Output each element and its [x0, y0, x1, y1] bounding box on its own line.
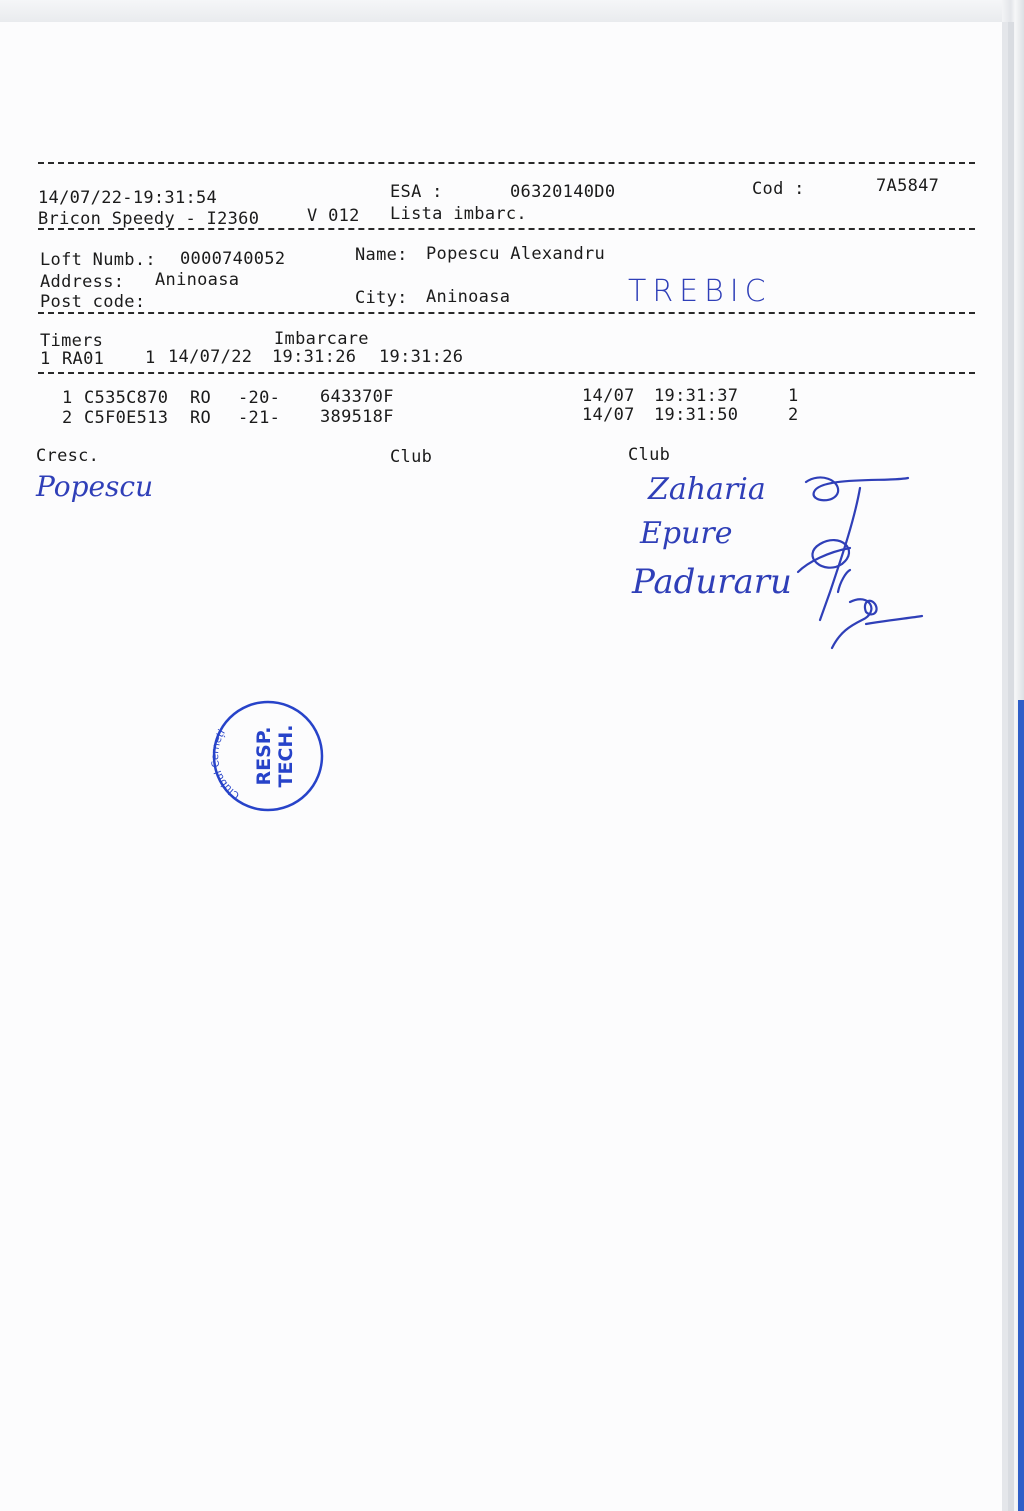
bird-position: 2: [788, 405, 799, 425]
loft-number-label: Loft Numb.:: [40, 250, 156, 270]
club-member-name-2: Epure: [640, 516, 733, 551]
city-label: City:: [355, 288, 408, 308]
bird-country: RO: [190, 408, 212, 428]
bird-number: 1: [62, 388, 73, 408]
address-value: Aninoasa: [155, 270, 240, 290]
address-label: Address:: [40, 272, 125, 292]
club-technical-stamp: [210, 698, 326, 814]
club-signature-label-2: Club: [628, 445, 671, 465]
device-name: Bricon Speedy - I2360: [38, 209, 260, 229]
svg-text:Clubul Cerneți: [210, 728, 242, 801]
timer-time-end: 19:31:26: [379, 347, 464, 367]
bird-time: 19:31:50: [654, 405, 739, 425]
bird-chip: C5F0E513: [84, 408, 169, 428]
timers-header: Timers: [40, 331, 104, 351]
post-code-label: Post code:: [40, 292, 146, 312]
bird-number: 2: [62, 408, 73, 428]
timer-date: 14/07/22: [168, 347, 253, 367]
timer-code: RA01: [62, 349, 105, 369]
list-title: Lista imbarc.: [390, 204, 527, 224]
club-signature-label-1: Club: [390, 447, 433, 467]
club-member-name-3: Padurаru: [632, 562, 792, 602]
pen-signature-scribbles: [780, 452, 940, 652]
bird-ring: 643370F: [320, 387, 394, 407]
name-label: Name:: [355, 245, 408, 265]
breeder-signature-label: Cresc.: [36, 446, 100, 466]
bird-date: 14/07: [582, 405, 635, 425]
bird-ring: 389518F: [320, 407, 394, 427]
city-value: Aninoasa: [426, 287, 511, 307]
separator-line: [38, 162, 975, 164]
separator-line: [38, 312, 975, 314]
cod-value: 7A5847: [876, 176, 940, 196]
handwritten-city-note: TREBIC: [628, 274, 772, 309]
firmware-version: V 012: [307, 206, 360, 226]
bird-date: 14/07: [582, 386, 635, 406]
bird-chip: C535C870: [84, 388, 169, 408]
name-value: Popescu Alexandru: [426, 244, 606, 264]
separator-line: [38, 228, 975, 230]
club-member-name-1: Zaharia: [648, 472, 766, 507]
stamp-center-line1: RESP.: [253, 726, 275, 786]
bird-country: RO: [190, 388, 212, 408]
paper-stack-top-edge: [0, 0, 1024, 22]
loft-number-value: 0000740052: [180, 249, 286, 269]
bird-position: 1: [788, 386, 799, 406]
blue-background-strip: [1018, 700, 1024, 1511]
stamp-center-line2: TECH.: [275, 724, 297, 788]
stamp-ring-text: Clubul Cerneți: [210, 727, 242, 801]
esa-label: ESA :: [390, 182, 443, 202]
print-datetime: 14/07/22-19:31:54: [38, 188, 218, 208]
bird-year: -21-: [238, 408, 281, 428]
printed-boarding-list-page: [0, 22, 1002, 1511]
timer-time-start: 19:31:26: [272, 347, 357, 367]
timer-count: 1: [145, 348, 156, 368]
timer-index: 1: [40, 349, 51, 369]
boarding-header: Imbarcare: [274, 329, 369, 349]
esa-value: 06320140D0: [510, 182, 616, 202]
bird-year: -20-: [238, 388, 281, 408]
cod-label: Cod :: [752, 179, 805, 199]
breeder-handwritten-name: Popescu: [36, 470, 154, 503]
separator-line: [38, 372, 975, 374]
bird-time: 19:31:37: [654, 386, 739, 406]
